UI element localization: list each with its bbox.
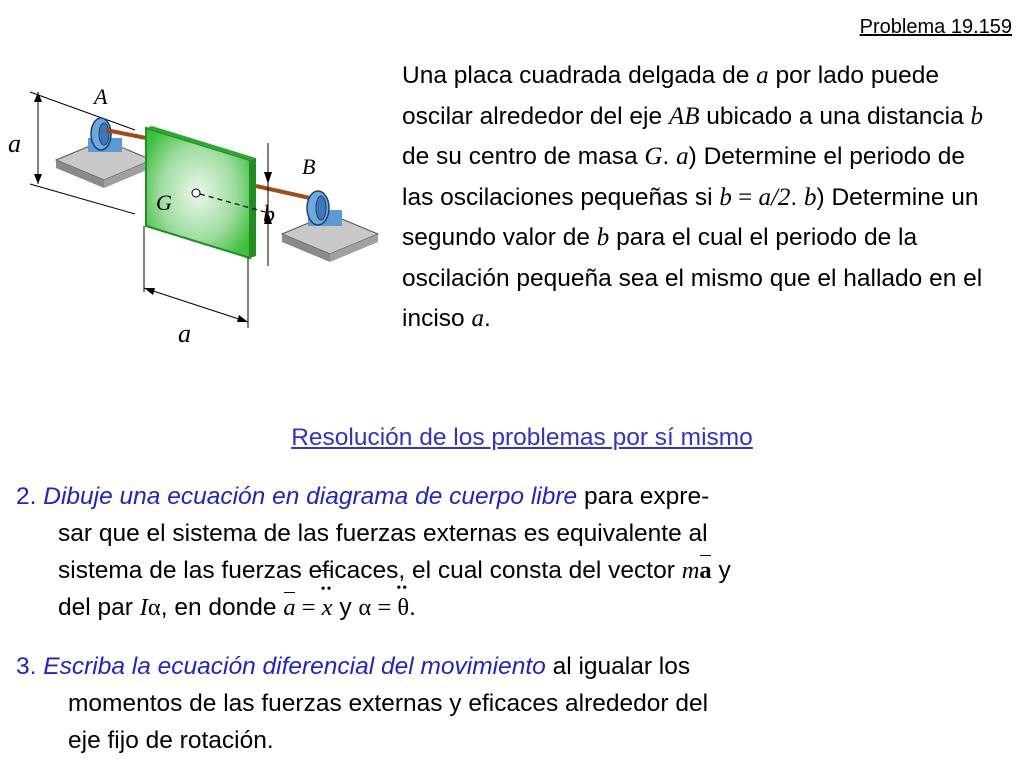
label-a-bottom: a [178, 319, 191, 348]
problem-statement: Una placa cuadrada delgada de a por lado puede oscilar alrededor del eje AB ubicado a una distancia b de su centro de masa G. a) Determine el periodo de las oscilaciones pequeñas si b = a/2. b) Determine un segundo valor de b para el cual el periodo de la oscilación pequeña sea el mismo que el hallado en el inciso a. [402, 62, 984, 332]
arrow-head [144, 288, 155, 295]
step-3 [16, 648, 1016, 759]
label-b: b [263, 202, 275, 228]
label-A: A [94, 84, 108, 109]
bearing-right-inner [316, 196, 326, 220]
center-of-mass-marker [192, 189, 200, 197]
label-G: G [156, 190, 172, 215]
problem-number: Problema 19.159 [859, 16, 1012, 38]
plate-diagram [0, 80, 390, 350]
plate-edge [250, 158, 256, 258]
arrow-head [34, 174, 42, 184]
label-B: B [302, 154, 316, 179]
step-2 [16, 478, 1016, 626]
shaft-right [256, 186, 310, 198]
step-2-line-2: sar que el sistema de las fuerzas externas es equivalente al [58, 520, 708, 547]
step-2-line-1: 2. Dibuje una ecuación en diagrama de cuerpo libre para expre- [16, 483, 710, 510]
step-2-line-3: sistema de las fuerzas eficaces, el cual consta del vector ma y [16, 552, 1016, 589]
step-3-line-1: 3. Escriba la ecuación diferencial del movimiento al igualar los [16, 653, 691, 680]
section-heading-link[interactable]: Resolución de los problemas por sí mismo [291, 424, 753, 451]
bearing-left-inner [99, 123, 109, 145]
arrow-head [237, 315, 248, 322]
arrow-head [264, 172, 272, 184]
step-3-line-2: momentos de las fuerzas externas y eficaces alrededor del [68, 690, 709, 717]
step-3-line-3: eje fijo de rotación. [68, 727, 274, 754]
dim-extension-bottom [30, 184, 135, 214]
dim-a-bottom-line [144, 288, 248, 322]
shaft-left [106, 130, 146, 138]
dim-extension-top [30, 92, 135, 130]
label-a-left: a [8, 129, 21, 158]
step-2-line-4: del par Iα, en donde a = •• x y α = •• θ. [16, 589, 1016, 626]
